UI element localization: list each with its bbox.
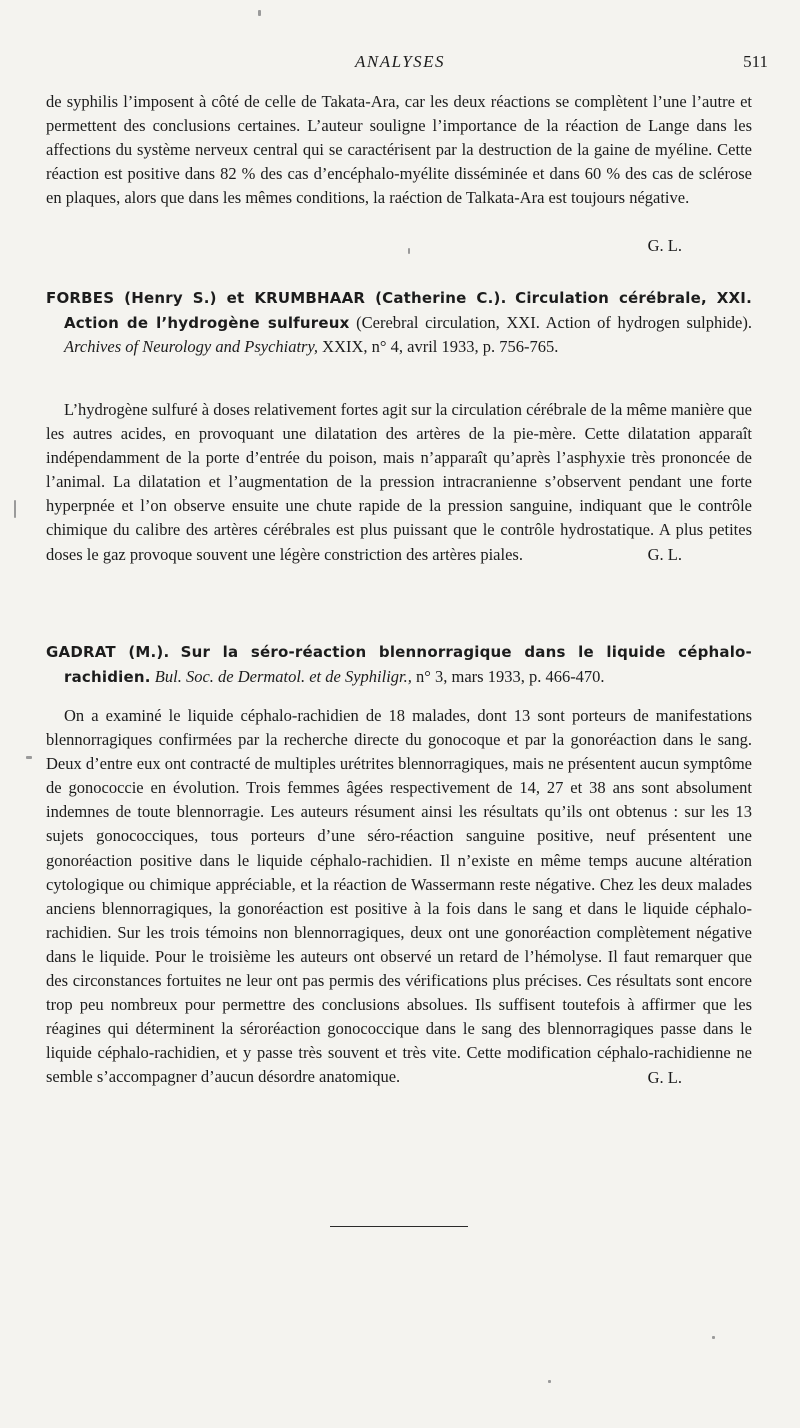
entry-gadrat-journal: Bul. Soc. de Dermatol. et de Syphiligr., xyxy=(154,666,412,686)
entry-gadrat-authors: GADRAT (M.). xyxy=(46,643,170,661)
print-speck xyxy=(258,10,261,16)
entry-gadrat xyxy=(46,640,752,1090)
entry-gadrat-body: On a examiné le liquide céphalo-rachidien de 18 malades, dont 13 sont porteurs de manifestations blennorragiques confirmées par la recherche directe du gonocoque et par la gonoréaction dans le sang. Deux d’entre eux ont contracté de multiples urétrites blennorragiques, mais ne présentent aucun symptôme de gonococcie en évolution. Trois femmes âgées respectivement de 14, 27 et 38 ans sont absolument indemnes de toute blennorragie. Les auteurs résument ainsi les résultats qu’ils ont obtenus : sur les 13 sujets gonococciques, tous porteurs d’une séro-réaction sanguine positive, neuf présentent une gonoréaction positive dans le liquide céphalo-rachidien. Il n’existe en même temps aucune altération cytologique ou chimique appréciable, et la réaction de Wassermann reste négative. Chez les deux malades anciens blennorragiques, la gonoréaction est positive à la fois dans le sang et dans le liquide céphalo-rachidien. Sur les trois témoins non blennorragiques, deux ont une gonoréaction complètement négative dans le liquide. Pour le troisième les auteurs ont observé un retard de l’hémolyse. Il faut remarquer que des circonstances fortuites ne leur ont pas permis des vérifications plus précises. Ces résultats sont encore trop peu nombreux pour permettre des conclusions absolues. Ils suffisent toutefois à affirmer que les réagines qui déterminent la séroréaction gonococcique dans le sang des blennorragiques passe dans le liquide céphalo-rachidien, et y passe très souvent et très vite. Cette modification céphalo-rachidienne ne semble s’accompagner d’aucun désordre anatomique. xyxy=(46,706,752,1087)
entry-forbes-title: Circulation cérébrale, XXI. Action de l’hydrogène sulfureux xyxy=(64,289,752,332)
page-number: 511 xyxy=(743,52,768,71)
continuation-paragraph: de syphilis l’imposent à côté de celle de Takata-Ara, car les deux réactions se complètent l’une l’autre et permettent des conclusions certaines. L’auteur souligne l’importance de la réaction de Lange dans les affections du système nerveux central qui se caractérisent par la destruction de la gaine de myéline. Cette réaction est positive dans 82 % des cas d’encéphalo-myélite disséminée et dans 60 % des cas de sclérose en plaques, alors que dans les mêmes conditions, la raéction de Talkata-Ara est toujours négative. xyxy=(46,92,752,208)
entry-gadrat-reference: n° 3, mars 1933, p. 466-470. xyxy=(416,666,605,686)
entry-forbes-journal: Archives of Neurology and Psychiatry, xyxy=(64,337,319,356)
print-speck xyxy=(26,756,32,759)
continuation-block xyxy=(46,90,752,258)
continuation-signature: G. L. xyxy=(647,236,682,255)
entry-forbes-body: L’hydrogène sulfuré à doses relativement fortes agit sur la circulation cérébrale de la même manière que les autres acides, en provoquant une dilatation des artères de la pie-mère. Cette dilatation apparaît indépendamment de la porte d’entrée du poison, mais n’apparaît qu’après l’asphyxie très prononcée de l’animal. La dilatation et l’augmentation de la pression intracranienne s’observent pendant une forte hyperpnée et l’on observe ensuite une chute rapide de la pression sanguine, indiquant que le contrôle chimique du calibre des artères cérébrales est plus puissant que le contrôle hydrostatique. A plus petites doses le gaz provoque souvent une légère constriction des artères piales. xyxy=(46,400,752,564)
entry-forbes-reference: XXIX, n° 4, avril 1933, p. 756-765. xyxy=(322,337,559,356)
print-speck xyxy=(408,248,410,254)
entry-gadrat-header xyxy=(46,640,752,688)
entry-forbes-authors: FORBES (Henry S.) et KRUMBHAAR (Catherine C.). xyxy=(46,289,507,307)
entry-forbes-header xyxy=(46,286,752,382)
section-separator-rule xyxy=(330,1226,468,1227)
entry-gadrat-title: Sur la séro-réaction blennorragique dans le liquide céphalo-rachidien. xyxy=(64,643,752,686)
entry-forbes-signature: G. L. xyxy=(647,544,682,564)
print-speck xyxy=(14,500,16,518)
print-speck xyxy=(548,1380,551,1383)
entry-forbes xyxy=(46,286,752,567)
entry-gadrat-signature: G. L. xyxy=(647,1067,682,1087)
entry-forbes-subtitle: (Cerebral circulation, XXI. Action of hydrogen sulphide). xyxy=(356,312,752,332)
print-speck xyxy=(712,1336,715,1339)
running-title: ANALYSES xyxy=(354,52,446,71)
running-head xyxy=(0,52,800,76)
